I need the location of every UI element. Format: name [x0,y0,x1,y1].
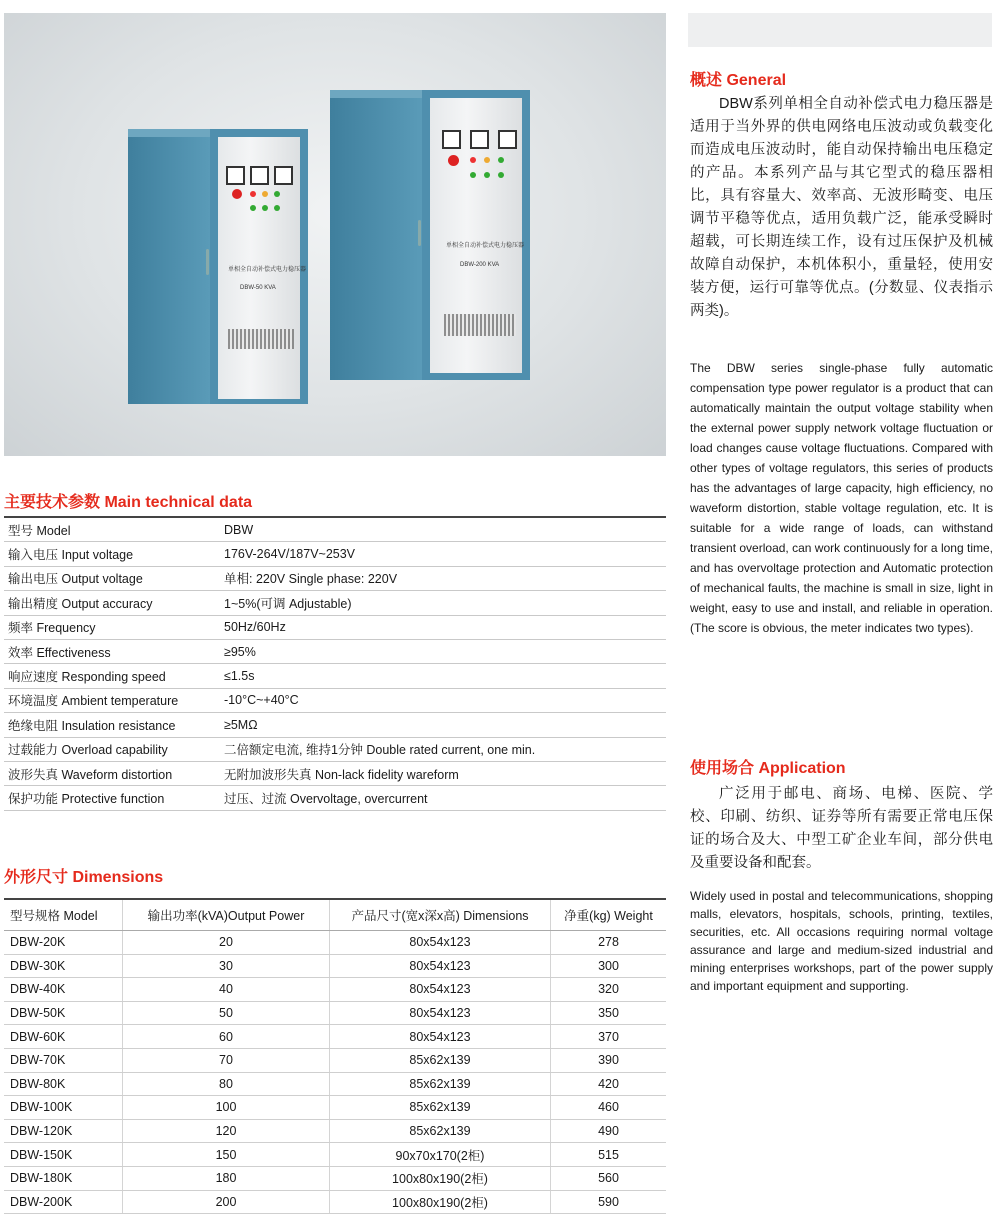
tech-param-value: 176V-264V/187V~253V [224,542,666,566]
dim-weight-cell: 370 [551,1025,667,1049]
dimensions-row [4,1072,666,1096]
cabinet-small [128,129,308,404]
dim-size-cell: 80x54x123 [330,978,551,1002]
dim-model-cell: DBW-30K [4,954,123,978]
tech-param-value: ≥5MΩ [224,713,666,737]
tech-param-value: 过压、过流 Overvoltage, overcurrent [224,786,666,810]
application-en-text: Widely used in postal and telecommunications, shopping malls, elevators, hospitals, schools, printing, textiles, securities, etc. All occasions requiring normal voltage assurance and large and medium-sized industrial and mining enterprises workshops, part of the power supply and important equipment and supporting. [690,889,993,993]
dim-power-cell: 60 [123,1025,330,1049]
dim-size-cell: 80x54x123 [330,1001,551,1025]
dim-power-cell: 40 [123,978,330,1002]
tech-row [4,639,666,663]
tech-param-label: 绝缘电阻 Insulation resistance [4,713,224,737]
dimensions-row [4,954,666,978]
tech-row [4,566,666,590]
dim-model-cell: DBW-120K [4,1119,123,1143]
dim-weight-cell: 320 [551,978,667,1002]
dim-model-cell: DBW-200K [4,1190,123,1214]
tech-param-value: 1~5%(可调 Adjustable) [224,591,666,615]
tech-row [4,786,666,810]
dimensions-row [4,1096,666,1120]
dimensions-header-row [4,899,666,931]
tech-row [4,761,666,785]
dimensions-row [4,1119,666,1143]
col-model: 型号规格 Model [4,899,123,931]
tech-param-label: 型号 Model [4,517,224,542]
large-model-label: DBW-200 KVA [460,262,500,268]
dim-weight-cell: 590 [551,1190,667,1214]
tech-param-label: 响应速度 Responding speed [4,664,224,688]
dim-size-cell: 85x62x139 [330,1048,551,1072]
dim-power-cell: 150 [123,1143,330,1167]
dim-power-cell: 70 [123,1048,330,1072]
dim-power-cell: 30 [123,954,330,978]
dim-size-cell: 90x70x170(2柜) [330,1143,551,1167]
general-zh-text: DBW系列单相全自动补偿式电力稳压器是适用于当外界的供电网络电压波动或负载变化而造成电压波动时，能自动保持输出电压稳定的产品。本系列产品与其它型式的稳压器相比，具有容量大、效率高、无波形畸变、电压调节平稳等优点，适用负载广泛，能承受瞬时超载，可长期连续工作，设有过压保护及机械故障自动保护，本机体积小，重量轻，使用安装方便，运行可靠等优点。(分数显、仪表指示两类)。 [690,96,993,319]
dim-power-cell: 100 [123,1096,330,1120]
tech-param-value: ≥95% [224,639,666,663]
general-title: 概述 General [690,72,787,89]
dimensions-row [4,1166,666,1190]
dim-size-cell: 80x54x123 [330,931,551,955]
tech-table [4,516,666,811]
dim-weight-cell: 420 [551,1072,667,1096]
dimensions-row [4,1143,666,1167]
tech-row [4,591,666,615]
tech-title: 主要技术参数 Main technical data [4,494,253,511]
application-zh-text: 广泛用于邮电、商场、电梯、医院、学校、印刷、纺织、证券等所有需要正常电压保证的场合及大、中型工矿企业车间，部分供电及重要设备和配套。 [690,786,993,871]
dim-model-cell: DBW-50K [4,1001,123,1025]
dimensions-row [4,1025,666,1049]
dim-weight-cell: 490 [551,1119,667,1143]
tech-row [4,664,666,688]
cabinet-large [330,90,530,380]
col-weight: 净重(kg) Weight [551,899,667,931]
dimensions-title: 外形尺寸 Dimensions [4,869,164,886]
general-en-text: The DBW series single-phase fully automatic compensation type power regulator is a product that can automatically maintain the output voltage stability when the external power supply network voltage fluctuation or load changes cause voltage fluctuations. Compared with other types of voltage regulators, this series of products has the advantages of large capacity, high efficiency, no waveform distortion, stable voltage regulation, etc. It is suitable for a wide range of loads, can withstand transient overload, can work continuously for a long time, and has overvoltage protection and Automatic protection of mechanical faults, the machine is small in size, light in weight, easy to use and install, and reliable in operation. (The score is obvious, the meter indicates two types). [690,361,993,635]
tech-param-value: -10°C~+40°C [224,688,666,712]
dim-weight-cell: 350 [551,1001,667,1025]
dim-weight-cell: 560 [551,1166,667,1190]
tech-param-value: DBW [224,517,666,542]
application-title: 使用场合 Application [690,760,846,777]
small-panel-title: 单相全自动补偿式电力稳压器 [228,267,307,273]
dim-weight-cell: 515 [551,1143,667,1167]
tech-row [4,737,666,761]
tech-param-label: 波形失真 Waveform distortion [4,761,224,785]
dim-power-cell: 50 [123,1001,330,1025]
dimensions-row [4,931,666,955]
dim-model-cell: DBW-100K [4,1096,123,1120]
dimensions-row [4,1190,666,1214]
dim-power-cell: 20 [123,931,330,955]
dim-size-cell: 80x54x123 [330,1025,551,1049]
dim-power-cell: 120 [123,1119,330,1143]
col-dimensions: 产品尺寸(宽x深x高) Dimensions [330,899,551,931]
dimensions-row [4,1001,666,1025]
dim-model-cell: DBW-60K [4,1025,123,1049]
dim-model-cell: DBW-40K [4,978,123,1002]
tech-param-value: ≤1.5s [224,664,666,688]
tech-row [4,615,666,639]
dim-size-cell: 100x80x190(2柜) [330,1190,551,1214]
dim-size-cell: 85x62x139 [330,1096,551,1120]
product-photo [4,13,666,456]
dim-model-cell: DBW-70K [4,1048,123,1072]
dim-size-cell: 85x62x139 [330,1072,551,1096]
tech-param-value: 无附加波形失真 Non-lack fidelity wareform [224,761,666,785]
tech-row [4,517,666,542]
tech-param-value: 单相: 220V Single phase: 220V [224,566,666,590]
tech-row [4,713,666,737]
tech-param-value: 50Hz/60Hz [224,615,666,639]
col-power: 输出功率(kVA)Output Power [123,899,330,931]
dim-power-cell: 200 [123,1190,330,1214]
tech-param-label: 输入电压 Input voltage [4,542,224,566]
tech-param-label: 输出电压 Output voltage [4,566,224,590]
dim-model-cell: DBW-80K [4,1072,123,1096]
tech-param-label: 保护功能 Protective function [4,786,224,810]
dim-size-cell: 80x54x123 [330,954,551,978]
dimensions-row [4,978,666,1002]
tech-param-label: 过载能力 Overload capability [4,737,224,761]
large-panel-title: 单相全自动补偿式电力稳压器 [446,243,525,249]
dim-power-cell: 80 [123,1072,330,1096]
tech-param-label: 频率 Frequency [4,615,224,639]
dim-weight-cell: 460 [551,1096,667,1120]
dimensions-row [4,1048,666,1072]
dim-weight-cell: 390 [551,1048,667,1072]
dim-model-cell: DBW-20K [4,931,123,955]
small-model-label: DBW-50 KVA [240,285,276,291]
dim-power-cell: 180 [123,1166,330,1190]
tech-param-label: 环境温度 Ambient temperature [4,688,224,712]
tech-row [4,542,666,566]
dim-size-cell: 85x62x139 [330,1119,551,1143]
tech-param-value: 二倍额定电流, 维持1分钟 Double rated current, one min. [224,737,666,761]
dimensions-table [4,898,666,1214]
dim-model-cell: DBW-150K [4,1143,123,1167]
dim-model-cell: DBW-180K [4,1166,123,1190]
dim-weight-cell: 278 [551,931,667,955]
dim-size-cell: 100x80x190(2柜) [330,1166,551,1190]
tech-row [4,688,666,712]
tech-param-label: 效率 Effectiveness [4,639,224,663]
dim-weight-cell: 300 [551,954,667,978]
tech-param-label: 输出精度 Output accuracy [4,591,224,615]
header-bar [688,13,992,47]
